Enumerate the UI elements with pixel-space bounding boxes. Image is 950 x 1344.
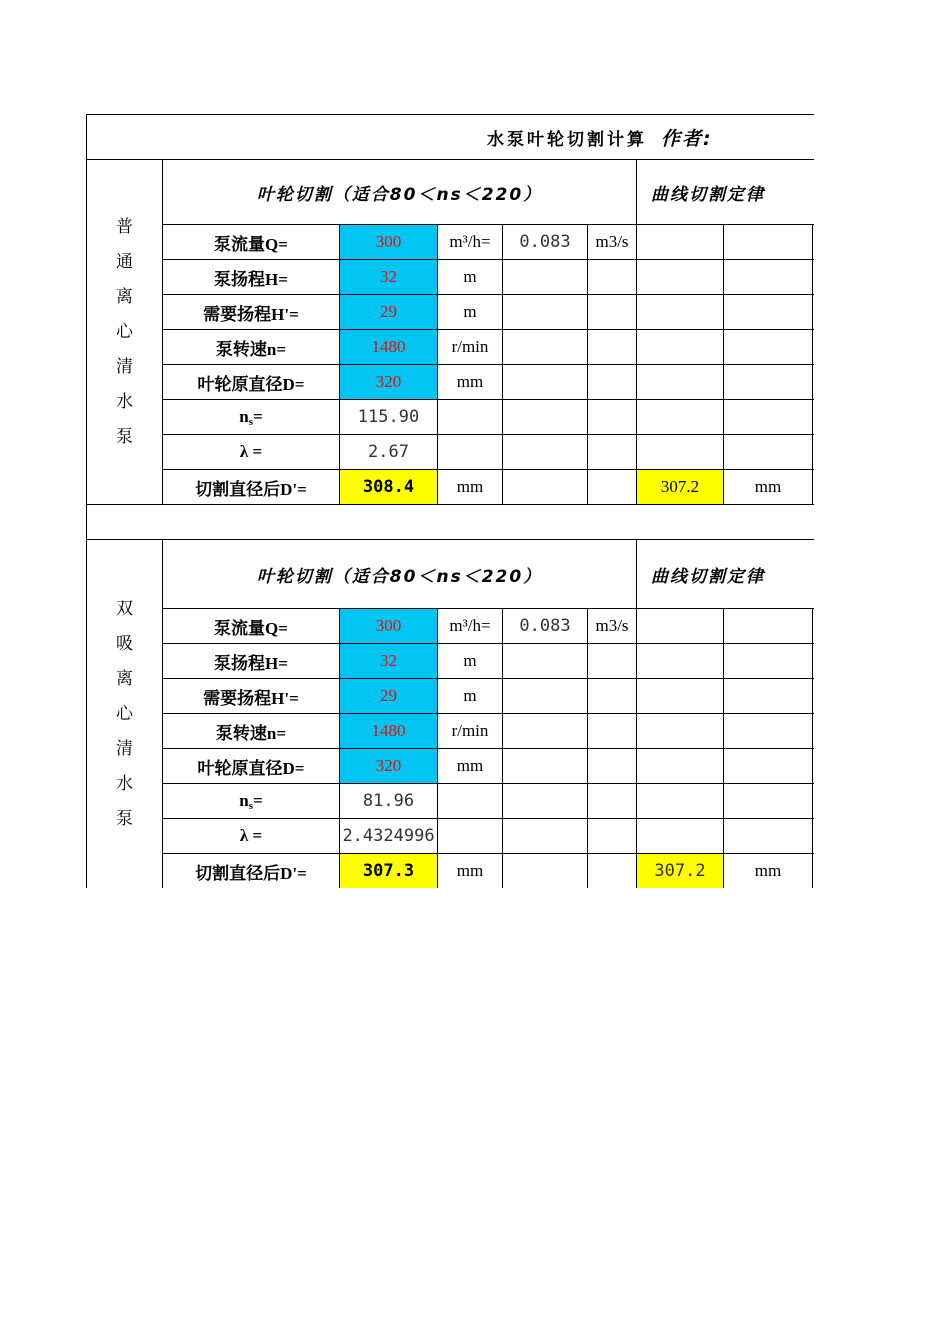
page-title: 水泵叶轮切割计算 xyxy=(487,129,647,150)
s1-label-q: 泵流量Q= xyxy=(163,225,340,260)
s2-unit-dp: mm xyxy=(438,854,503,889)
s1-curve-result: 307.2 xyxy=(637,470,724,505)
s1-label-hp: 需要扬程H'= xyxy=(163,295,340,330)
s2-label-ns: $n_s=$ xyxy=(163,784,340,819)
author-label: 作者: xyxy=(661,127,713,150)
s2-row-d xyxy=(87,749,815,784)
section2-header-row xyxy=(87,540,815,609)
spreadsheet xyxy=(86,114,814,888)
s2-label-h: 泵扬程H= xyxy=(163,644,340,679)
s2-row-hp xyxy=(87,679,815,714)
s2-unit-h: m xyxy=(438,644,503,679)
s1-label-ns: $n_s=$ xyxy=(163,400,340,435)
s2-input-h[interactable]: 32 xyxy=(340,644,438,679)
s2-result-dp: 307.3 xyxy=(340,854,438,889)
s1-label-h: 泵扬程H= xyxy=(163,260,340,295)
title-row xyxy=(87,115,815,160)
s1-unit-n: r/min xyxy=(438,330,503,365)
s2-row-ns xyxy=(87,784,815,819)
s2-input-d[interactable]: 320 xyxy=(340,749,438,784)
calc-table xyxy=(86,114,814,888)
s2-row-q xyxy=(87,609,815,644)
s1-row-hp xyxy=(87,295,815,330)
s2-row-dp xyxy=(87,854,815,889)
s1-label-lambda: λ = xyxy=(163,435,340,470)
section2-name: 双 吸 离 心 清 水 泵 xyxy=(87,540,163,889)
s1-curve-unit: mm xyxy=(724,470,813,505)
s2-unit-n: r/min xyxy=(438,714,503,749)
s2-row-lambda xyxy=(87,819,815,854)
s2-curve-result: 307.2 xyxy=(637,854,724,889)
s2-label-lambda: λ = xyxy=(163,819,340,854)
s1-unit-q: m³/h= xyxy=(438,225,503,260)
s1-row-n xyxy=(87,330,815,365)
s1-row-dp xyxy=(87,470,815,505)
s2-value-lambda: 2.4324996 xyxy=(340,819,438,854)
s2-label-dp: 切割直径后D'= xyxy=(163,854,340,889)
s1-unit-dp: mm xyxy=(438,470,503,505)
section1-header-row xyxy=(87,160,815,225)
s1-input-hp[interactable]: 29 xyxy=(340,295,438,330)
s1-label-dp: 切割直径后D'= xyxy=(163,470,340,505)
s2-label-q: 泵流量Q= xyxy=(163,609,340,644)
s2-value-ns: 81.96 xyxy=(340,784,438,819)
s1-label-d: 叶轮原直径D= xyxy=(163,365,340,400)
s1-result-dp: 308.4 xyxy=(340,470,438,505)
s2-conv-unit-q: m3/s xyxy=(588,609,637,644)
section1-header-left: 叶轮切割（适合80＜ns＜220） xyxy=(163,160,637,225)
s1-input-n[interactable]: 1480 xyxy=(340,330,438,365)
s1-unit-h: m xyxy=(438,260,503,295)
s2-unit-hp: m xyxy=(438,679,503,714)
s2-row-n xyxy=(87,714,815,749)
section1-header-right: 曲线切割定律 xyxy=(637,160,815,225)
s2-row-h xyxy=(87,644,815,679)
s1-row-d xyxy=(87,365,815,400)
s1-input-h[interactable]: 32 xyxy=(340,260,438,295)
s2-label-n: 泵转速n= xyxy=(163,714,340,749)
s2-input-n[interactable]: 1480 xyxy=(340,714,438,749)
s1-row-h xyxy=(87,260,815,295)
s2-input-q[interactable]: 300 xyxy=(340,609,438,644)
s1-unit-hp: m xyxy=(438,295,503,330)
s1-converted-q: 0.083 xyxy=(503,225,588,260)
s2-unit-q: m³/h= xyxy=(438,609,503,644)
s1-value-ns: 115.90 xyxy=(340,400,438,435)
s1-row-q xyxy=(87,225,815,260)
spacer-row xyxy=(87,505,815,540)
s1-unit-d: mm xyxy=(438,365,503,400)
s2-input-hp[interactable]: 29 xyxy=(340,679,438,714)
section1-name: 普 通 离 心 清 水 泵 xyxy=(87,160,163,505)
s1-value-lambda: 2.67 xyxy=(340,435,438,470)
s1-row-ns xyxy=(87,400,815,435)
title-cell xyxy=(87,115,815,160)
section2-header-right: 曲线切割定律 xyxy=(637,540,815,609)
s1-row-lambda xyxy=(87,435,815,470)
s1-label-n: 泵转速n= xyxy=(163,330,340,365)
s2-label-d: 叶轮原直径D= xyxy=(163,749,340,784)
s2-converted-q: 0.083 xyxy=(503,609,588,644)
s2-curve-unit: mm xyxy=(724,854,813,889)
s2-label-hp: 需要扬程H'= xyxy=(163,679,340,714)
s2-unit-d: mm xyxy=(438,749,503,784)
s1-input-d[interactable]: 320 xyxy=(340,365,438,400)
section2-header-left: 叶轮切割（适合80＜ns＜220） xyxy=(163,540,637,609)
s1-conv-unit-q: m3/s xyxy=(588,225,637,260)
s1-input-q[interactable]: 300 xyxy=(340,225,438,260)
